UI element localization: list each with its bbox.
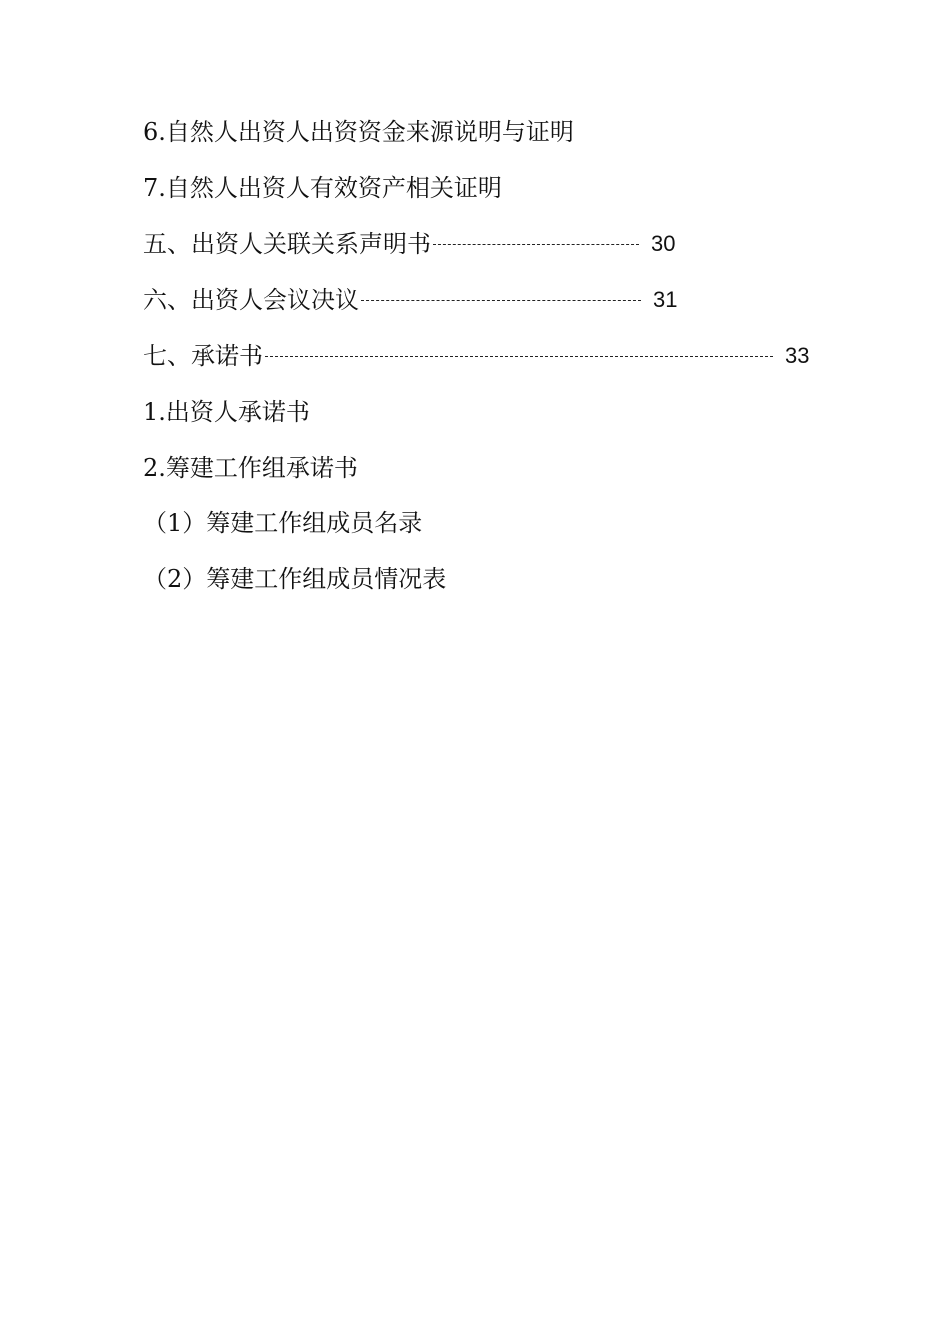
toc-item bbox=[143, 280, 677, 320]
toc-item bbox=[143, 112, 574, 152]
toc-item-label: （1）筹建工作组成员名录 bbox=[143, 509, 423, 537]
dotted-leader bbox=[433, 244, 639, 245]
toc-item-label: 五、出资人关联关系声明书 bbox=[143, 230, 431, 258]
toc-item-label: 7.自然人出资人有效资产相关证明 bbox=[143, 174, 502, 202]
toc-item-label: 六、出资人会议决议 bbox=[143, 286, 359, 314]
toc-item-label: 2.筹建工作组承诺书 bbox=[143, 454, 358, 482]
toc-item bbox=[143, 224, 675, 264]
dotted-leader bbox=[361, 300, 641, 301]
toc-item-label: 1.出资人承诺书 bbox=[143, 398, 310, 426]
toc-item-label: （2）筹建工作组成员情况表 bbox=[143, 565, 447, 593]
toc-page-number: 30 bbox=[651, 231, 676, 256]
toc-item-label: 七、承诺书 bbox=[143, 342, 263, 370]
toc-item bbox=[143, 392, 310, 432]
toc-item bbox=[143, 559, 446, 599]
toc-item bbox=[143, 448, 358, 488]
toc-page-number: 33 bbox=[785, 343, 810, 368]
toc-item bbox=[143, 168, 502, 208]
toc-page-number: 31 bbox=[653, 287, 678, 312]
toc-item bbox=[143, 336, 809, 376]
dotted-leader bbox=[265, 356, 773, 357]
toc-item-label: 6.自然人出资人出资资金来源说明与证明 bbox=[143, 118, 574, 146]
toc-item bbox=[143, 503, 422, 543]
